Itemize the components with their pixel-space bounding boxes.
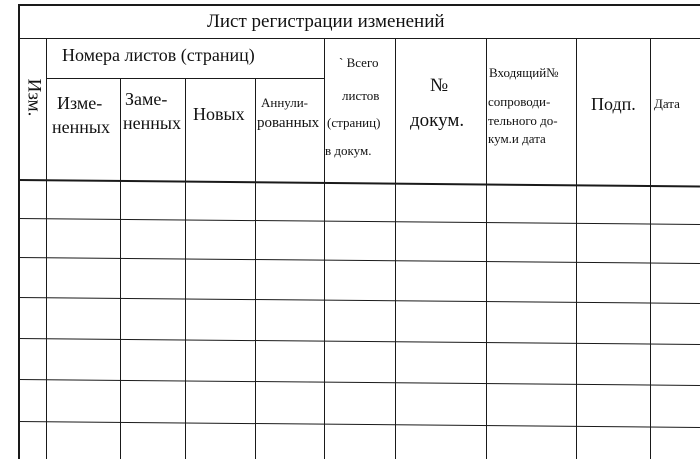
col-total-line3: (страниц) xyxy=(327,115,381,130)
col-annulled-line2: рованных xyxy=(257,115,320,131)
col-doc-number-line1: № xyxy=(430,75,449,96)
col-replaced-line2: ненных xyxy=(123,113,181,133)
col-line-5 xyxy=(324,38,325,459)
col-line-6 xyxy=(395,38,396,459)
col-signature-label: Подп. xyxy=(591,94,636,114)
sheet-numbers-header: Номера листов (страниц) xyxy=(62,45,255,65)
col-line-2 xyxy=(120,79,121,459)
title-bottom-line xyxy=(18,38,700,39)
col-total-line1: ` Всего xyxy=(339,55,379,70)
col-changes-label: Изм. xyxy=(23,78,45,117)
col-line-3 xyxy=(185,79,186,459)
col-incoming-line3: тельного до- xyxy=(488,113,558,128)
col-replaced-line1: Заме- xyxy=(125,89,168,109)
col-line-8 xyxy=(576,38,577,459)
col-date-label: Дата xyxy=(654,96,680,111)
frame-top-line xyxy=(18,4,700,6)
col-incoming-line2: сопроводи- xyxy=(488,94,551,109)
col-line-7 xyxy=(486,38,487,459)
col-incoming-line4: кум.и дата xyxy=(488,131,546,146)
frame-left-line xyxy=(18,4,20,459)
col-changed-line1: Изме- xyxy=(57,93,103,113)
col-incoming-line1: Входящий№ xyxy=(489,65,559,80)
col-total-line4: в докум. xyxy=(325,143,372,158)
col-total-line2: листов xyxy=(342,88,380,103)
col-doc-number-line2: докум. xyxy=(410,110,465,131)
col-line-9 xyxy=(650,38,651,459)
col-annulled-line1: Аннули- xyxy=(261,95,309,110)
sheet-title: Лист регистрации изменений xyxy=(207,11,445,32)
col-line-4 xyxy=(255,79,256,459)
col-changed-line2: ненных xyxy=(52,117,110,137)
col-line-1 xyxy=(46,38,47,459)
col-new-label: Новых xyxy=(193,104,245,124)
